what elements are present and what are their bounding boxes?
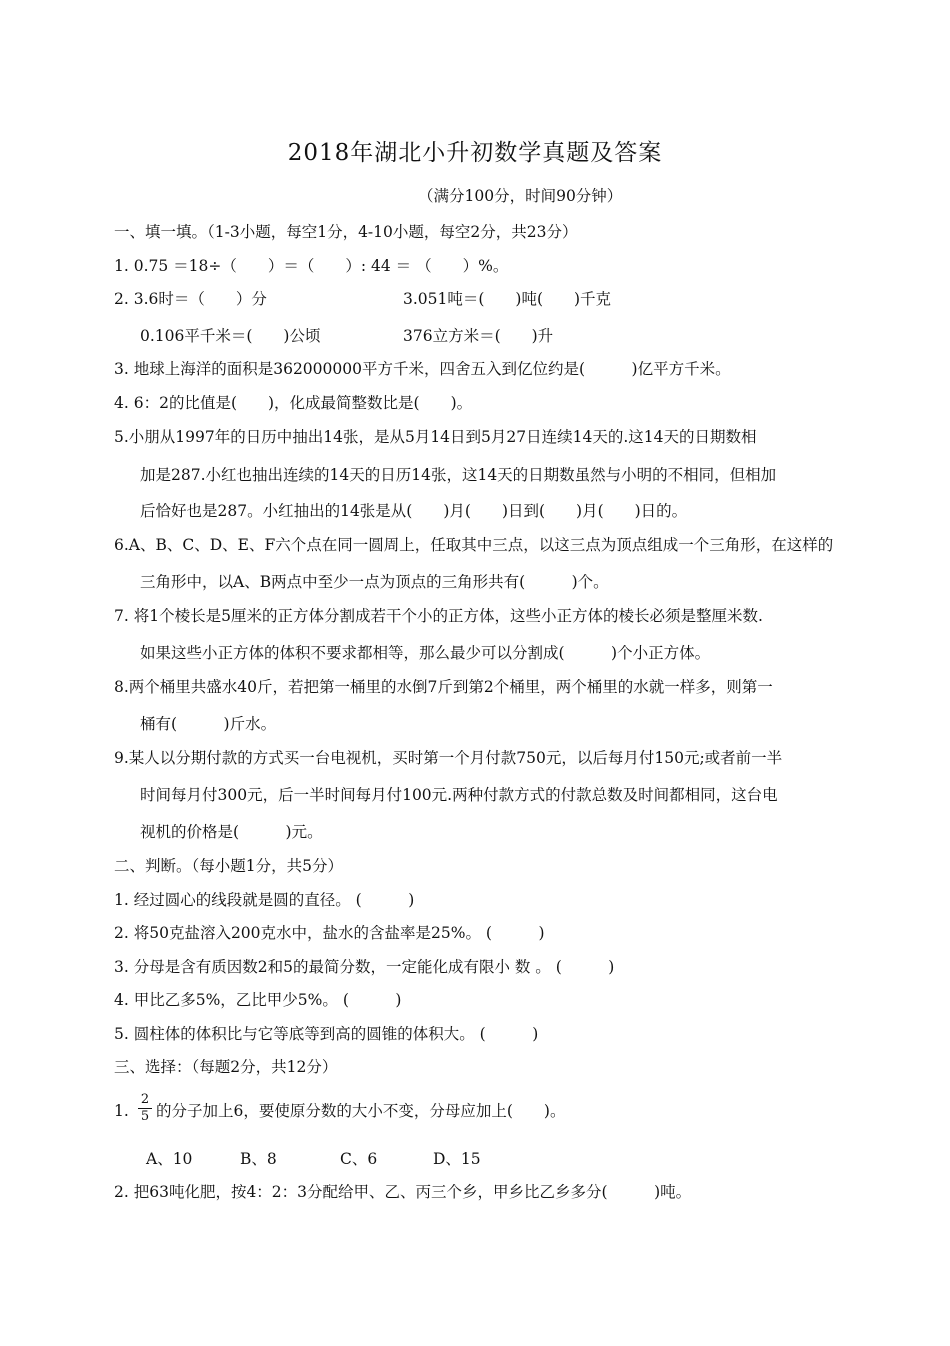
question-1-9-line3: 视机的价格是( )元。 bbox=[140, 823, 323, 841]
question-1-3: 3. 地球上海洋的面积是362000000平方千米，四舍五入到亿位约是( )亿平方千米。 bbox=[114, 360, 731, 378]
question-1-2d: 376立方米＝( )升 bbox=[403, 327, 554, 345]
question-2-3: 3. 分母是含有质因数2和5的最简分数，一定能化成有限小 数 。 ( ) bbox=[114, 958, 615, 976]
option-d: D、15 bbox=[433, 1150, 481, 1168]
section1-heading: 一、填一填。（1-3小题，每空1分，4-10小题，每空2分，共23分） bbox=[114, 223, 578, 241]
question-1-2c: 0.106平千米＝( )公顷 bbox=[140, 327, 321, 345]
question-1-2b: 3.051吨＝( )吨( )千克 bbox=[403, 290, 612, 308]
fraction-numerator: 2 bbox=[138, 1092, 152, 1109]
question-2-4: 4. 甲比乙多5%，乙比甲少5%。 ( ) bbox=[114, 991, 402, 1009]
question-1-9-line1: 9.某人以分期付款的方式买一台电视机，买时第一个月付款750元，以后每月付150元;或者前一半 bbox=[114, 749, 783, 767]
question-3-2: 2. 把63吨化肥，按4：2：3分配给甲、乙、丙三个乡，甲乡比乙乡多分( )吨。 bbox=[114, 1183, 692, 1201]
question-3-1-number: 1. bbox=[114, 1102, 129, 1120]
option-c: C、6 bbox=[340, 1150, 378, 1168]
question-1-6-line2: 三角形中，以A、B两点中至少一点为顶点的三角形共有( )个。 bbox=[140, 573, 609, 591]
fraction-denominator: 5 bbox=[140, 1109, 150, 1124]
question-1-5-line3: 后恰好也是287。小红抽出的14张是从( )月( )日到( )月( )日的。 bbox=[140, 502, 688, 520]
question-1-8-line1: 8.两个桶里共盛水40斤，若把第一桶里的水倒7斤到第2个桶里，两个桶里的水就一样多，则第一 bbox=[114, 678, 773, 696]
question-1-4: 4. 6：2的比值是( )，化成最简整数比是( )。 bbox=[114, 394, 473, 412]
question-2-5: 5. 圆柱体的体积比与它等底等到高的圆锥的体积大。 ( ) bbox=[114, 1025, 539, 1043]
question-1-9-line2: 时间每月付300元，后一半时间每月付100元.两种付款方式的付款总数及时间都相同，这台电 bbox=[140, 786, 778, 804]
option-a: A、10 bbox=[146, 1150, 193, 1168]
section3-heading: 三、选择：（每题2分，共12分） bbox=[114, 1058, 338, 1076]
subtitle: （满分100分，时间90分钟） bbox=[418, 187, 623, 205]
question-1-5-line2: 加是287.小红也抽出连续的14天的日历14张，这14天的日期数虽然与小明的不相同，但相加 bbox=[140, 466, 777, 484]
question-1-2a: 2. 3.6时＝（ ）分 bbox=[114, 290, 267, 308]
question-1-7-line2: 如果这些小正方体的体积不要求都相等，那么最少可以分割成( )个小正方体。 bbox=[140, 644, 711, 662]
question-2-1: 1. 经过圆心的线段就是圆的直径。 ( ) bbox=[114, 891, 415, 909]
question-1-8-line2: 桶有( )斤水。 bbox=[140, 715, 277, 733]
page-title: 2018年湖北小升初数学真题及答案 bbox=[287, 140, 663, 166]
option-b: B、8 bbox=[240, 1150, 277, 1168]
question-1-5-line1: 5.小朋从1997年的日历中抽出14张，是从5月14日到5月27日连续14天的.这14天的日期数相 bbox=[114, 428, 757, 446]
question-1-6-line1: 6.A、B、C、D、E、F六个点在同一圆周上，任取其中三点，以这三点为顶点组成一个三角形，在这样的 bbox=[114, 536, 834, 554]
question-3-1-text: 的分子加上6，要使原分数的大小不变，分母应加上( )。 bbox=[156, 1102, 566, 1120]
question-1-7-line1: 7. 将1个棱长是5厘米的正方体分割成若干个小的正方体，这些小正方体的棱长必须是整厘米数. bbox=[114, 607, 763, 625]
section2-heading: 二、判断。（每小题1分，共5分） bbox=[114, 857, 343, 875]
question-1-1: 1. 0.75 ＝18÷（ ）＝（ ）: 44 ＝ （ ）%。 bbox=[114, 257, 509, 275]
question-2-2: 2. 将50克盐溶入200克水中，盐水的含盐率是25%。 ( ) bbox=[114, 924, 545, 942]
fraction-two-fifths bbox=[138, 1092, 152, 1125]
